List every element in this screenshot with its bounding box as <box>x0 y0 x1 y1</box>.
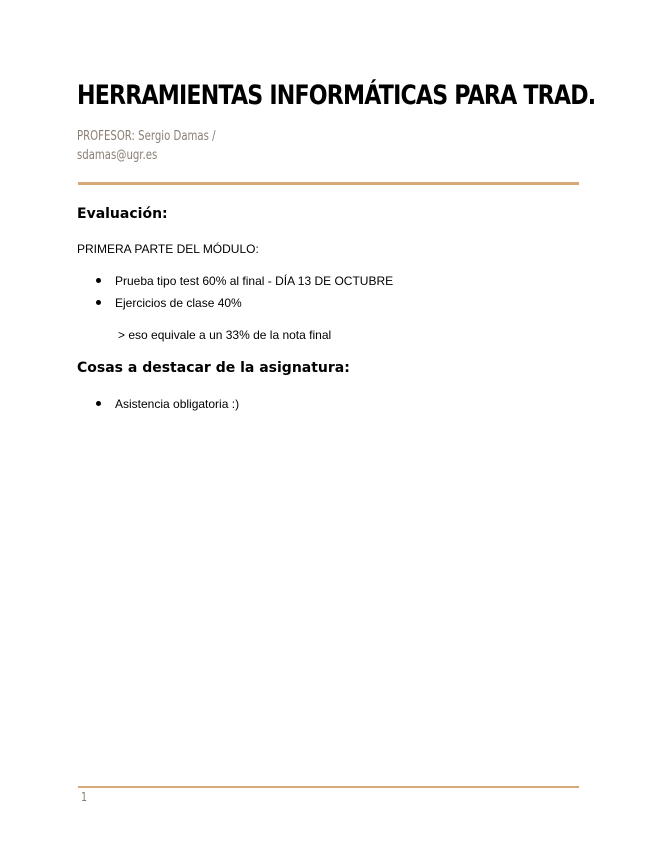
list-item <box>96 397 239 411</box>
evaluacion-note: > eso equivale a un 33% de la nota final <box>118 328 332 342</box>
bullet-icon <box>96 300 101 305</box>
list-item-text: Prueba tipo test 60% al final - DÍA 13 DE OCTUBRE <box>115 274 394 288</box>
header-divider <box>78 182 579 185</box>
evaluacion-intro: PRIMERA PARTE DEL MÓDULO: <box>77 242 259 256</box>
document-title: HERRAMIENTAS INFORMÁTICAS PARA TRAD. <box>77 80 596 111</box>
list-item-text: Ejercicios de clase 40% <box>115 296 242 310</box>
bullet-icon <box>96 401 101 406</box>
list-item-text: Asistencia obligatoria :) <box>115 397 240 411</box>
cosas-heading: Cosas a destacar de la asignatura: <box>77 360 350 376</box>
evaluacion-heading: Evaluación: <box>77 206 168 222</box>
professor-info <box>77 127 216 165</box>
professor-email: sdamas@ugr.es <box>77 148 158 163</box>
list-item <box>96 296 242 310</box>
professor-name: PROFESOR: Sergio Damas / <box>77 129 216 144</box>
footer-divider <box>78 786 579 788</box>
page-number: 1 <box>81 790 88 804</box>
list-item <box>96 274 393 288</box>
bullet-icon <box>96 278 101 283</box>
